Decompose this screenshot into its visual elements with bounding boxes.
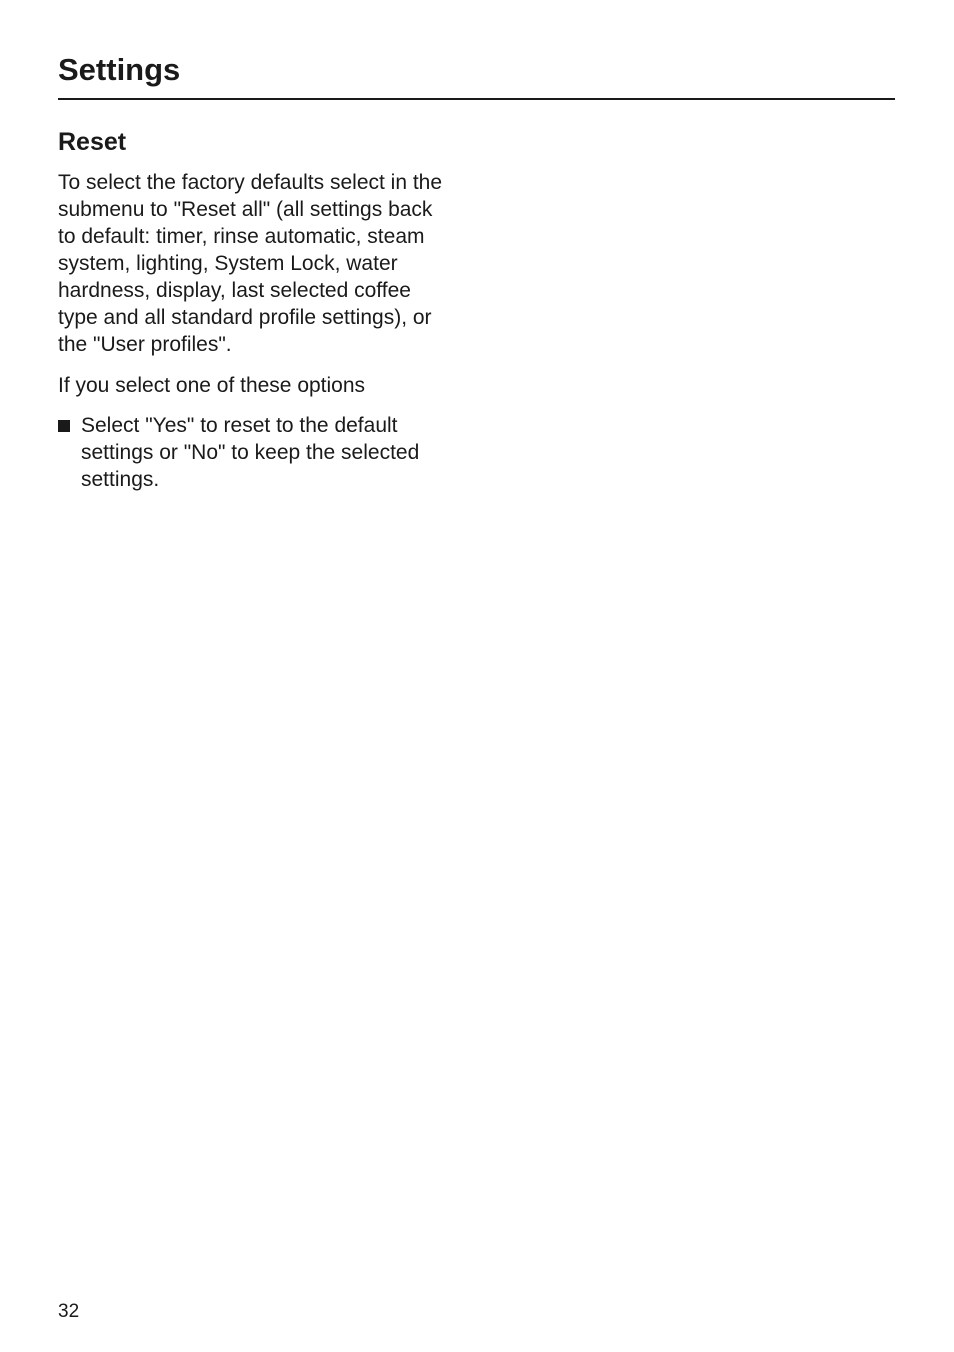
list-item xyxy=(58,412,453,493)
section-body xyxy=(58,169,458,493)
list-item-text: Select "Yes" to reset to the default settings or "No" to keep the selected settings. xyxy=(81,414,420,491)
options-paragraph: If you select one of these options xyxy=(58,374,366,397)
page-title: Settings xyxy=(58,52,181,87)
square-bullet-icon xyxy=(58,420,70,432)
page-number: 32 xyxy=(58,1301,80,1322)
intro-paragraph: To select the factory defaults select in the submenu to "Reset all" (all settings back to default: timer, rinse automatic, steam system, lighting, System Lock, water hardness, display, last selected coffee type and all standard profile settings), or the "User profiles". xyxy=(58,171,443,356)
instruction-list xyxy=(58,412,458,493)
section-heading: Reset xyxy=(58,128,127,156)
title-divider xyxy=(58,98,895,100)
